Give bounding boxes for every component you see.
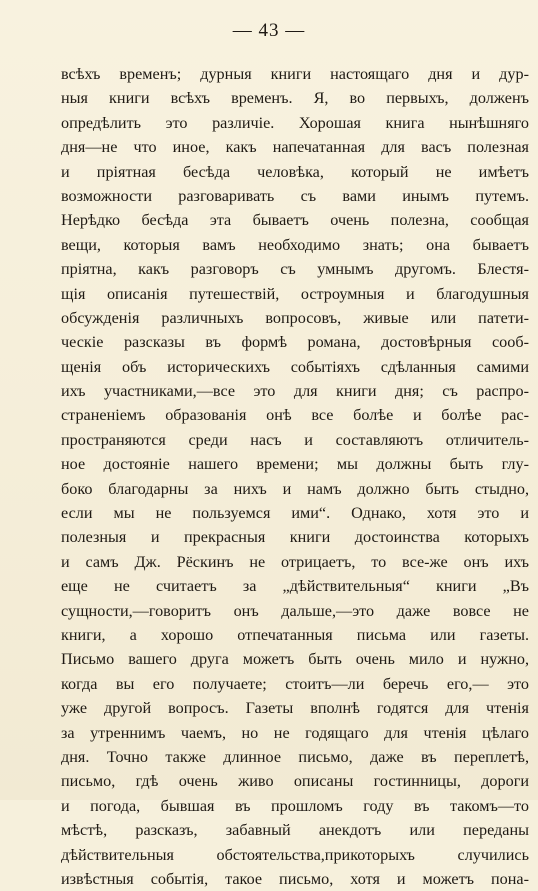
- text-line: обсужденія различныхъ вопросовъ, живые или патети-: [61, 308, 529, 327]
- text-line: дѣйствительныя обстоятельства,прикоторыхъ случились: [61, 845, 529, 864]
- text-line: и самъ Дж. Рёскинъ не отрицаетъ, то все-же онъ ихъ: [61, 552, 529, 571]
- text-line: вещи, которыя вамъ необходимо знать; она бываетъ: [61, 235, 529, 254]
- text-line: Письмо вашего друга можетъ быть очень мило и нужно,: [61, 650, 529, 669]
- text-line: книги, а хорошо отпечатанныя письма или газеты.: [61, 625, 529, 644]
- text-line: и пріятная бесѣда человѣка, который не имѣетъ: [61, 162, 529, 181]
- text-line: ихъ участниками,—все это для книги дня; съ распро-: [61, 382, 529, 401]
- text-line: уже другой вопросъ. Газеты вполнѣ годятся для чтенія: [61, 699, 529, 718]
- text-line: ческіе разсказы въ формѣ романа, достовѣрныя сооб-: [61, 333, 529, 352]
- text-line: за утреннимъ чаемъ, но не годящаго для чтенія цѣлаго: [61, 723, 529, 742]
- text-line: опредѣлить это различіе. Хорошая книга нынѣшняго: [61, 113, 529, 132]
- text-line: страненіемъ образованія онѣ все болѣе и болѣе рас-: [61, 406, 529, 425]
- text-line: возможности разговаривать съ вами инымъ путемъ.: [61, 186, 529, 205]
- text-line: боко благодарны за нихъ и намъ должно быть стыдно,: [61, 479, 529, 498]
- text-line: ныя книги всѣхъ временъ. Я, во первыхъ, долженъ: [61, 89, 529, 108]
- text-line: щенія объ историческихъ событіяхъ сдѣланныя самими: [61, 357, 529, 376]
- text-line: если мы не пользуемся ими“. Однако, хотя это и: [61, 504, 529, 523]
- text-line: еще не считаетъ за „дѣйствительныя“ книги „Въ: [61, 577, 529, 596]
- body-text: [61, 62, 529, 891]
- text-line: дня. Точно также длинное письмо, даже въ переплетѣ,: [61, 747, 529, 766]
- text-line: когда вы его получаете; стоитъ—ли беречь его,— это: [61, 674, 529, 693]
- text-line: полезныя и прекрасныя книги достоинства которыхъ: [61, 528, 529, 547]
- text-line: мѣстѣ, разсказъ, забавный анекдотъ или переданы: [61, 821, 529, 840]
- text-line: дня—не что иное, какъ напечатанная для васъ полезная: [61, 138, 529, 157]
- text-line: извѣстныя событія, такое письмо, хотя и можетъ пона-: [61, 869, 529, 888]
- page-number: — 43 —: [232, 20, 306, 41]
- text-line: пріятна, какъ разговоръ съ умнымъ другомъ. Блестя-: [61, 260, 529, 279]
- text-line: Нерѣдко бесѣда эта бываетъ очень полезна, сообщая: [61, 211, 529, 230]
- text-line: пространяются среди насъ и составляютъ отличитель-: [61, 430, 529, 449]
- text-line: и погода, бывшая въ прошломъ году въ такомъ—то: [61, 796, 529, 815]
- text-line: письмо, гдѣ очень живо описаны гостинницы, дороги: [61, 772, 529, 791]
- text-line: сущности,—говоритъ онъ дальше,—это даже вовсе не: [61, 601, 529, 620]
- text-line: всѣхъ временъ; дурныя книги настоящаго дня и дур-: [61, 65, 529, 83]
- text-line: ное достояніе нашего времени; мы должны быть глу-: [61, 455, 529, 474]
- text-line: щія описанія путешествій, остроумныя и благодушныя: [61, 284, 529, 303]
